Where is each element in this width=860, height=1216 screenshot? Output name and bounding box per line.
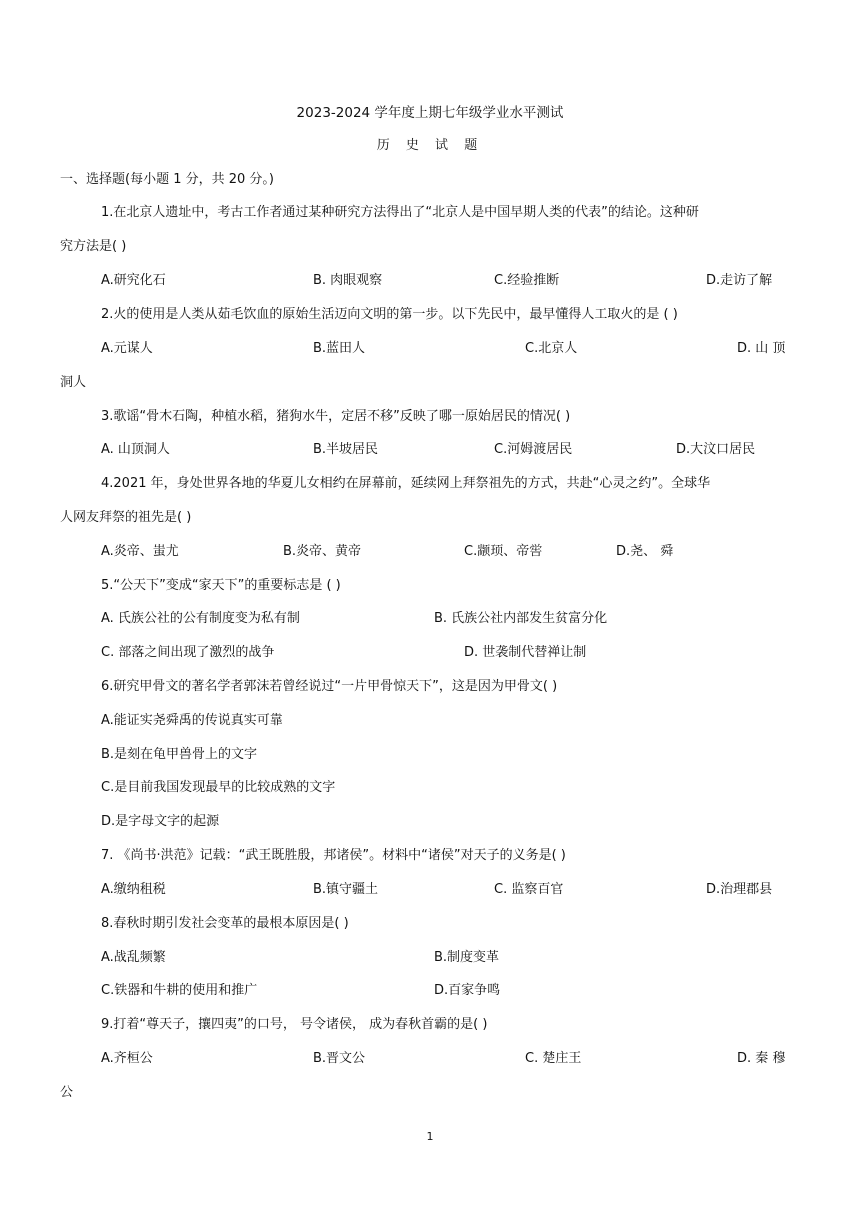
option-c: C. 楚庄王 xyxy=(525,1051,582,1066)
option-c: C.北京人 xyxy=(525,341,578,356)
question-text: 8.春秋时期引发社会变革的最根本原因是( ) xyxy=(101,916,349,931)
option-b: B.炎帝、黄帝 xyxy=(283,544,362,559)
option-d: D.走访了解 xyxy=(706,273,773,288)
question-text: 4.2021 年，身处世界各地的华夏儿女相约在屏幕前，延续网上拜祭祖先的方式，共赴“心灵之约”。全球华 xyxy=(101,476,711,491)
option-a: A. 山顶洞人 xyxy=(101,442,170,457)
option-b: B.半坡居民 xyxy=(313,442,379,457)
option-d-wrap: 洞人 xyxy=(60,375,87,390)
exam-subtitle: 历 史 试 题 xyxy=(376,138,484,153)
option-c: C.铁器和牛耕的使用和推广 xyxy=(101,983,258,998)
question-text: 9.打着“尊天子，攘四夷”的口号， 号令诸侯， 成为春秋首霸的是( ) xyxy=(101,1017,488,1032)
option-d: D.治理郡县 xyxy=(706,882,773,897)
option-a: A.研究化石 xyxy=(101,273,166,288)
option-c: C.河姆渡居民 xyxy=(494,442,573,457)
option-c: C. 监察百官 xyxy=(494,882,564,897)
option-d: D. 山 顶 xyxy=(737,341,786,356)
exam-title: 2023-2024 学年度上期七年级学业水平测试 xyxy=(296,105,564,121)
option-c: C.颛顼、帝喾 xyxy=(464,544,543,559)
option-a: A.元谋人 xyxy=(101,341,153,356)
option-d: D.大汶口居民 xyxy=(676,442,756,457)
page-number: 1 xyxy=(426,1130,434,1143)
option-b: B. 肉眼观察 xyxy=(313,273,383,288)
question-text: 3.歌谣“骨木石陶，种植水稻，猪狗水牛，定居不移”反映了哪一原始居民的情况( ) xyxy=(101,409,571,424)
option-b: B. 氏族公社内部发生贫富分化 xyxy=(434,611,608,626)
question-text: 1.在北京人遗址中，考古工作者通过某种研究方法得出了“北京人是中国早期人类的代表”的结论。这种研 xyxy=(101,205,699,220)
option-b: B.是刻在龟甲兽骨上的文字 xyxy=(101,747,258,762)
section-heading: 一、选择题(每小题 1 分，共 20 分。) xyxy=(60,172,274,187)
option-d: D. 世袭制代替禅让制 xyxy=(464,645,587,660)
question-text: 7. 《尚书·洪范》记载：“武王既胜殷，邦诸侯”。材料中“诸侯”对天子的义务是( ) xyxy=(101,848,566,863)
option-d-wrap: 公 xyxy=(60,1085,74,1100)
option-b: B.镇守疆土 xyxy=(313,882,379,897)
option-b: B.制度变革 xyxy=(434,950,500,965)
option-c: C.经验推断 xyxy=(494,273,560,288)
option-d: D.尧、 舜 xyxy=(616,544,674,559)
option-b: B.蓝田人 xyxy=(313,341,366,356)
option-d: D.是字母文字的起源 xyxy=(101,814,220,829)
option-a: A.能证实尧舜禹的传说真实可靠 xyxy=(101,713,283,728)
option-c: C.是目前我国发现最早的比较成熟的文字 xyxy=(101,780,336,795)
option-a: A. 氏族公社的公有制度变为私有制 xyxy=(101,611,300,626)
option-c: C. 部落之间出现了激烈的战争 xyxy=(101,645,275,660)
question-text: 2.火的使用是人类从茹毛饮血的原始生活迈向文明的第一步。以下先民中，最早懂得人工取火的是 ( ) xyxy=(101,307,678,322)
option-a: A.炎帝、蚩尤 xyxy=(101,544,179,559)
option-a: A.战乱频繁 xyxy=(101,950,166,965)
question-text: 5.“公天下”变成“家天下”的重要标志是 ( ) xyxy=(101,578,341,593)
option-a: A.缴纳租税 xyxy=(101,882,166,897)
option-b: B.晋文公 xyxy=(313,1051,366,1066)
question-text: 人网友拜祭的祖先是( ) xyxy=(60,510,192,525)
question-text: 6.研究甲骨文的著名学者郭沫若曾经说过“一片甲骨惊天下”，这是因为甲骨文( ) xyxy=(101,679,558,694)
option-d: D.百家争鸣 xyxy=(434,983,501,998)
option-a: A.齐桓公 xyxy=(101,1051,153,1066)
option-d: D. 秦 穆 xyxy=(737,1051,786,1066)
question-text: 究方法是( ) xyxy=(60,239,127,254)
